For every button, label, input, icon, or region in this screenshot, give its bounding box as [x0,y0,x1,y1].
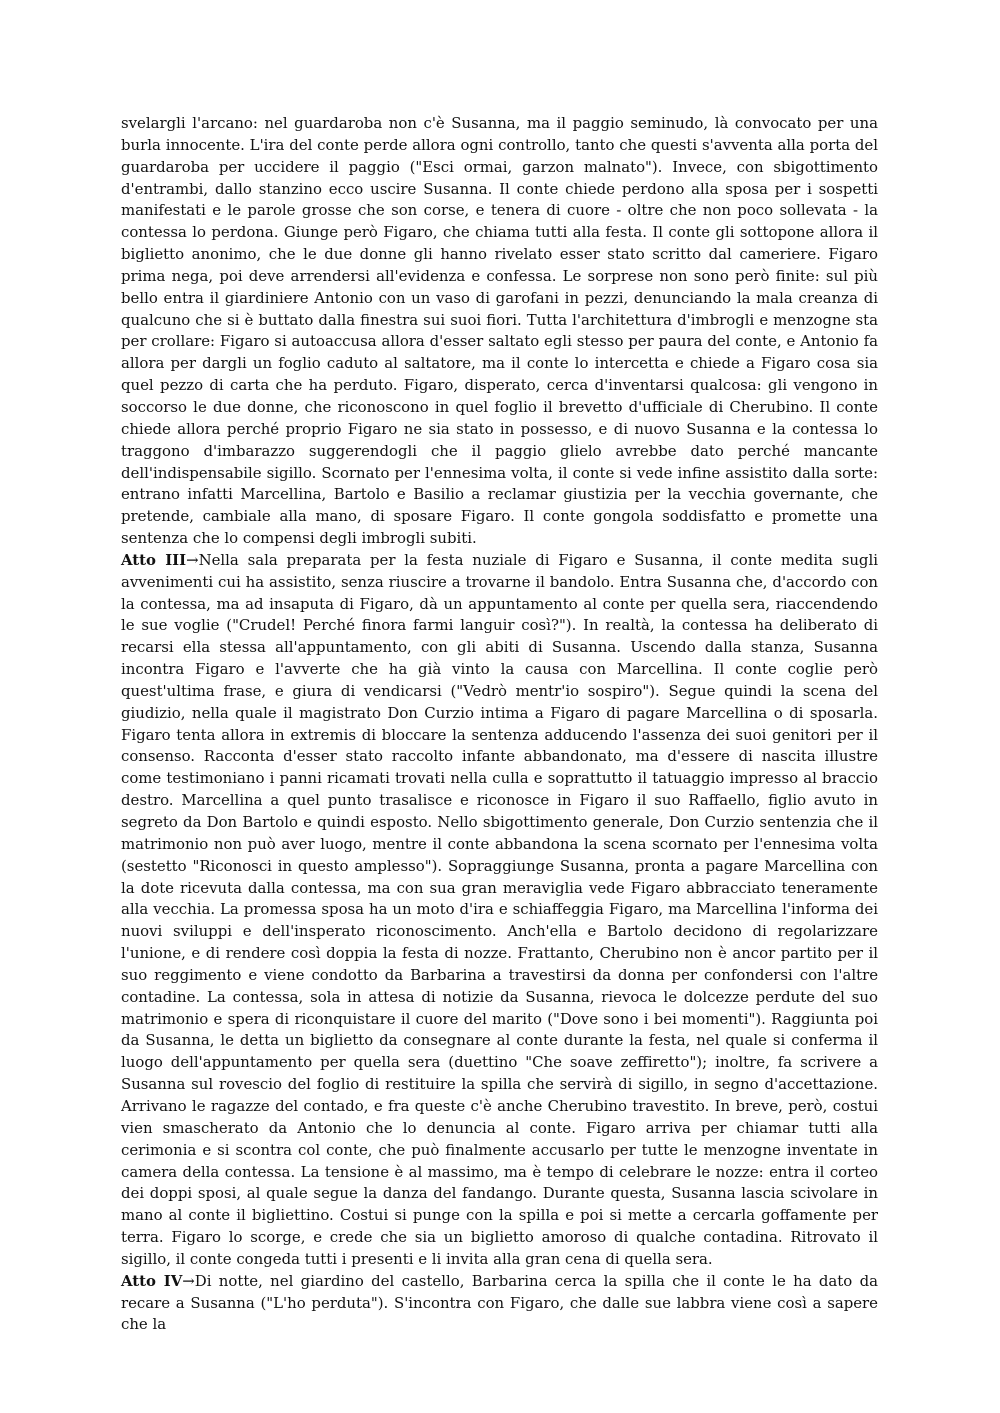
paragraph-text: svelargli l'arcano: nel guardaroba non c'è Susanna, ma il paggio seminudo, là convocato per una burla innocente. L'ira del conte perde allora ogni controllo, tanto che questi s'avventa alla porta del guardaroba per uccidere il paggio ("Esci ormai, garzon malnato"). Invece, con sbigottimento d'entrambi, dallo stanzino ecco uscire Susanna. Il conte chiede perdono alla sposa per i sospetti manifestati e le parole grosse che son corse, e tenera di cuore - oltre che non poco sollevata - la contessa lo perdona. Giunge però Figaro, che chiama tutti alla festa. Il conte gli sottopone allora il biglietto anonimo, che le due donne gli hanno rivelato esser stato scritto dal cameriere. Figaro prima nega, poi deve arrendersi all'evidenza e confessa. Le sorprese non sono però finite: sul più bello entra il giardiniere Antonio con un vaso di garofani in pezzi, denunciando la mala creanza di qualcuno che si è buttato dalla finestra sui suoi fiori. Tutta l'architettura d'imbrogli e menzogne sta per crollare: Figaro si autoaccusa allora d'esser saltato egli stesso per paura del conte, e Antonio fa allora per dargli un foglio caduto al saltatore, ma il conte lo intercetta e chiede a Figaro cosa sia quel pezzo di carta che ha perduto. Figaro, disperato, cerca d'inventarsi qualcosa: gli vengono in soccorso le due donne, che riconoscono in quel foglio il brevetto d'ufficiale di Cherubino. Il conte chiede allora perché proprio Figaro ne sia stato in possesso, e di nuovo Susanna e la contessa lo traggono d'imbarazzo suggerendogli che il paggio glielo avrebbe dato perché mancante dell'indispensabile sigillo. Scornato per l'ennesima volta, il conte si vede infine assistito dalla sorte: entrano infatti Marcellina, Bartolo e Basilio a reclamar giustizia per la vecchia governante, che pretende, cambiale alla mano, di sposare Figaro. Il conte gongola soddisfatto e promette una sentenza che lo compensi degli imbrogli subiti. [121,114,878,548]
paragraph-atto-iv [121,1271,878,1337]
document-page [121,113,878,1336]
paragraph-text: →Nella sala preparata per la festa nuziale di Figaro e Susanna, il conte medita sugli avvenimenti cui ha assistito, senza riuscire a trovarne il bandolo. Entra Susanna che, d'accordo con la contessa, ma ad insaputa di Figaro, dà un appuntamento al conte per quella sera, riaccendendo le sue voglie ("Crudel! Perché finora farmi languir così?"). In realtà, la contessa ha deliberato di recarsi ella stessa all'appuntamento, con gli abiti di Susanna. Uscendo dalla stanza, Susanna incontra Figaro e l'avverte che ha già vinto la causa con Marcellina. Il conte coglie però quest'ultima frase, e giura di vendicarsi ("Vedrò mentr'io sospiro"). Segue quindi la scena del giudizio, nella quale il magistrato Don Curzio intima a Figaro di pagare Marcellina o di sposarla. Figaro tenta allora in extremis di bloccare la sentenza adducendo l'assenza dei suoi genitori per il consenso. Racconta d'esser stato raccolto infante abbandonato, ma d'essere di nascita illustre come testimoniano i panni ricamati trovati nella culla e soprattutto il tatuaggio impresso al braccio destro. Marcellina a quel punto trasalisce e riconosce in Figaro il suo Raffaello, figlio avuto in segreto da Don Bartolo e quindi esposto. Nello sbigottimento generale, Don Curzio sentenzia che il matrimonio non può aver luogo, mentre il conte abbandona la scena scornato per l'ennesima volta (sestetto "Riconosci in questo amplesso"). Sopraggiunge Susanna, pronta a pagare Marcellina con la dote ricevuta dalla contessa, ma con sua gran meraviglia vede Figaro abbracciato teneramente alla vecchia. La promessa sposa ha un moto d'ira e schiaffeggia Figaro, ma Marcellina l'informa dei nuovi sviluppi e dell'insperato riconoscimento. Anch'ella e Bartolo decidono di regolarizzare l'unione, e di rendere così doppia la festa di nozze. Frattanto, Cherubino non è ancor partito per il suo reggimento e viene condotto da Barbarina a travestirsi da donna per confondersi con l'altre contadine. La contessa, sola in attesa di notizie da Susanna, rievoca le dolcezze perdute del suo matrimonio e spera di riconquistare il cuore del marito ("Dove sono i bei momenti"). Raggiunta poi da Susanna, le detta un biglietto da consegnare al conte durante la festa, nel quale si conferma il luogo dell'appuntamento per quella sera (duettino "Che soave zeffiretto"); inoltre, fa scrivere a Susanna sul rovescio del foglio di restituire la spilla che servirà di sigillo, in segno d'accettazione. Arrivano le ragazze del contado, e fra queste c'è anche Cherubino travestito. In breve, però, costui vien smascherato da Antonio che lo denuncia al conte. Figaro arriva per chiamar tutti alla cerimonia e si scontra col conte, che può finalmente accusarlo per tutte le menzogne inventate in camera della contessa. La tensione è al massimo, ma è tempo di celebrare le nozze: entra il corteo dei doppi sposi, al quale segue la danza del fandango. Durante questa, Susanna lascia scivolare in mano al conte il bigliettino. Costui si punge con la spilla e poi si mette a cercarla goffamente per terra. Figaro lo scorge, e crede che sia un biglietto amoroso di qualche contadina. Ritrovato il sigillo, il conte congeda tutti i presenti e li invita alla gran cena di quella sera. [121,550,878,1268]
paragraph-text: →Di notte, nel giardino del castello, Barbarina cerca la spilla che il conte le ha dato da recare a Susanna ("L'ho perduta"). S'incontra con Figaro, che dalle sue labbra viene così a sapere che la [121,1271,878,1334]
paragraph-atto-ii-continuation [121,113,878,550]
act-heading-atto-iv: Atto IV [121,1271,183,1290]
paragraph-atto-iii [121,550,878,1271]
act-heading-atto-iii: Atto III [121,550,187,569]
